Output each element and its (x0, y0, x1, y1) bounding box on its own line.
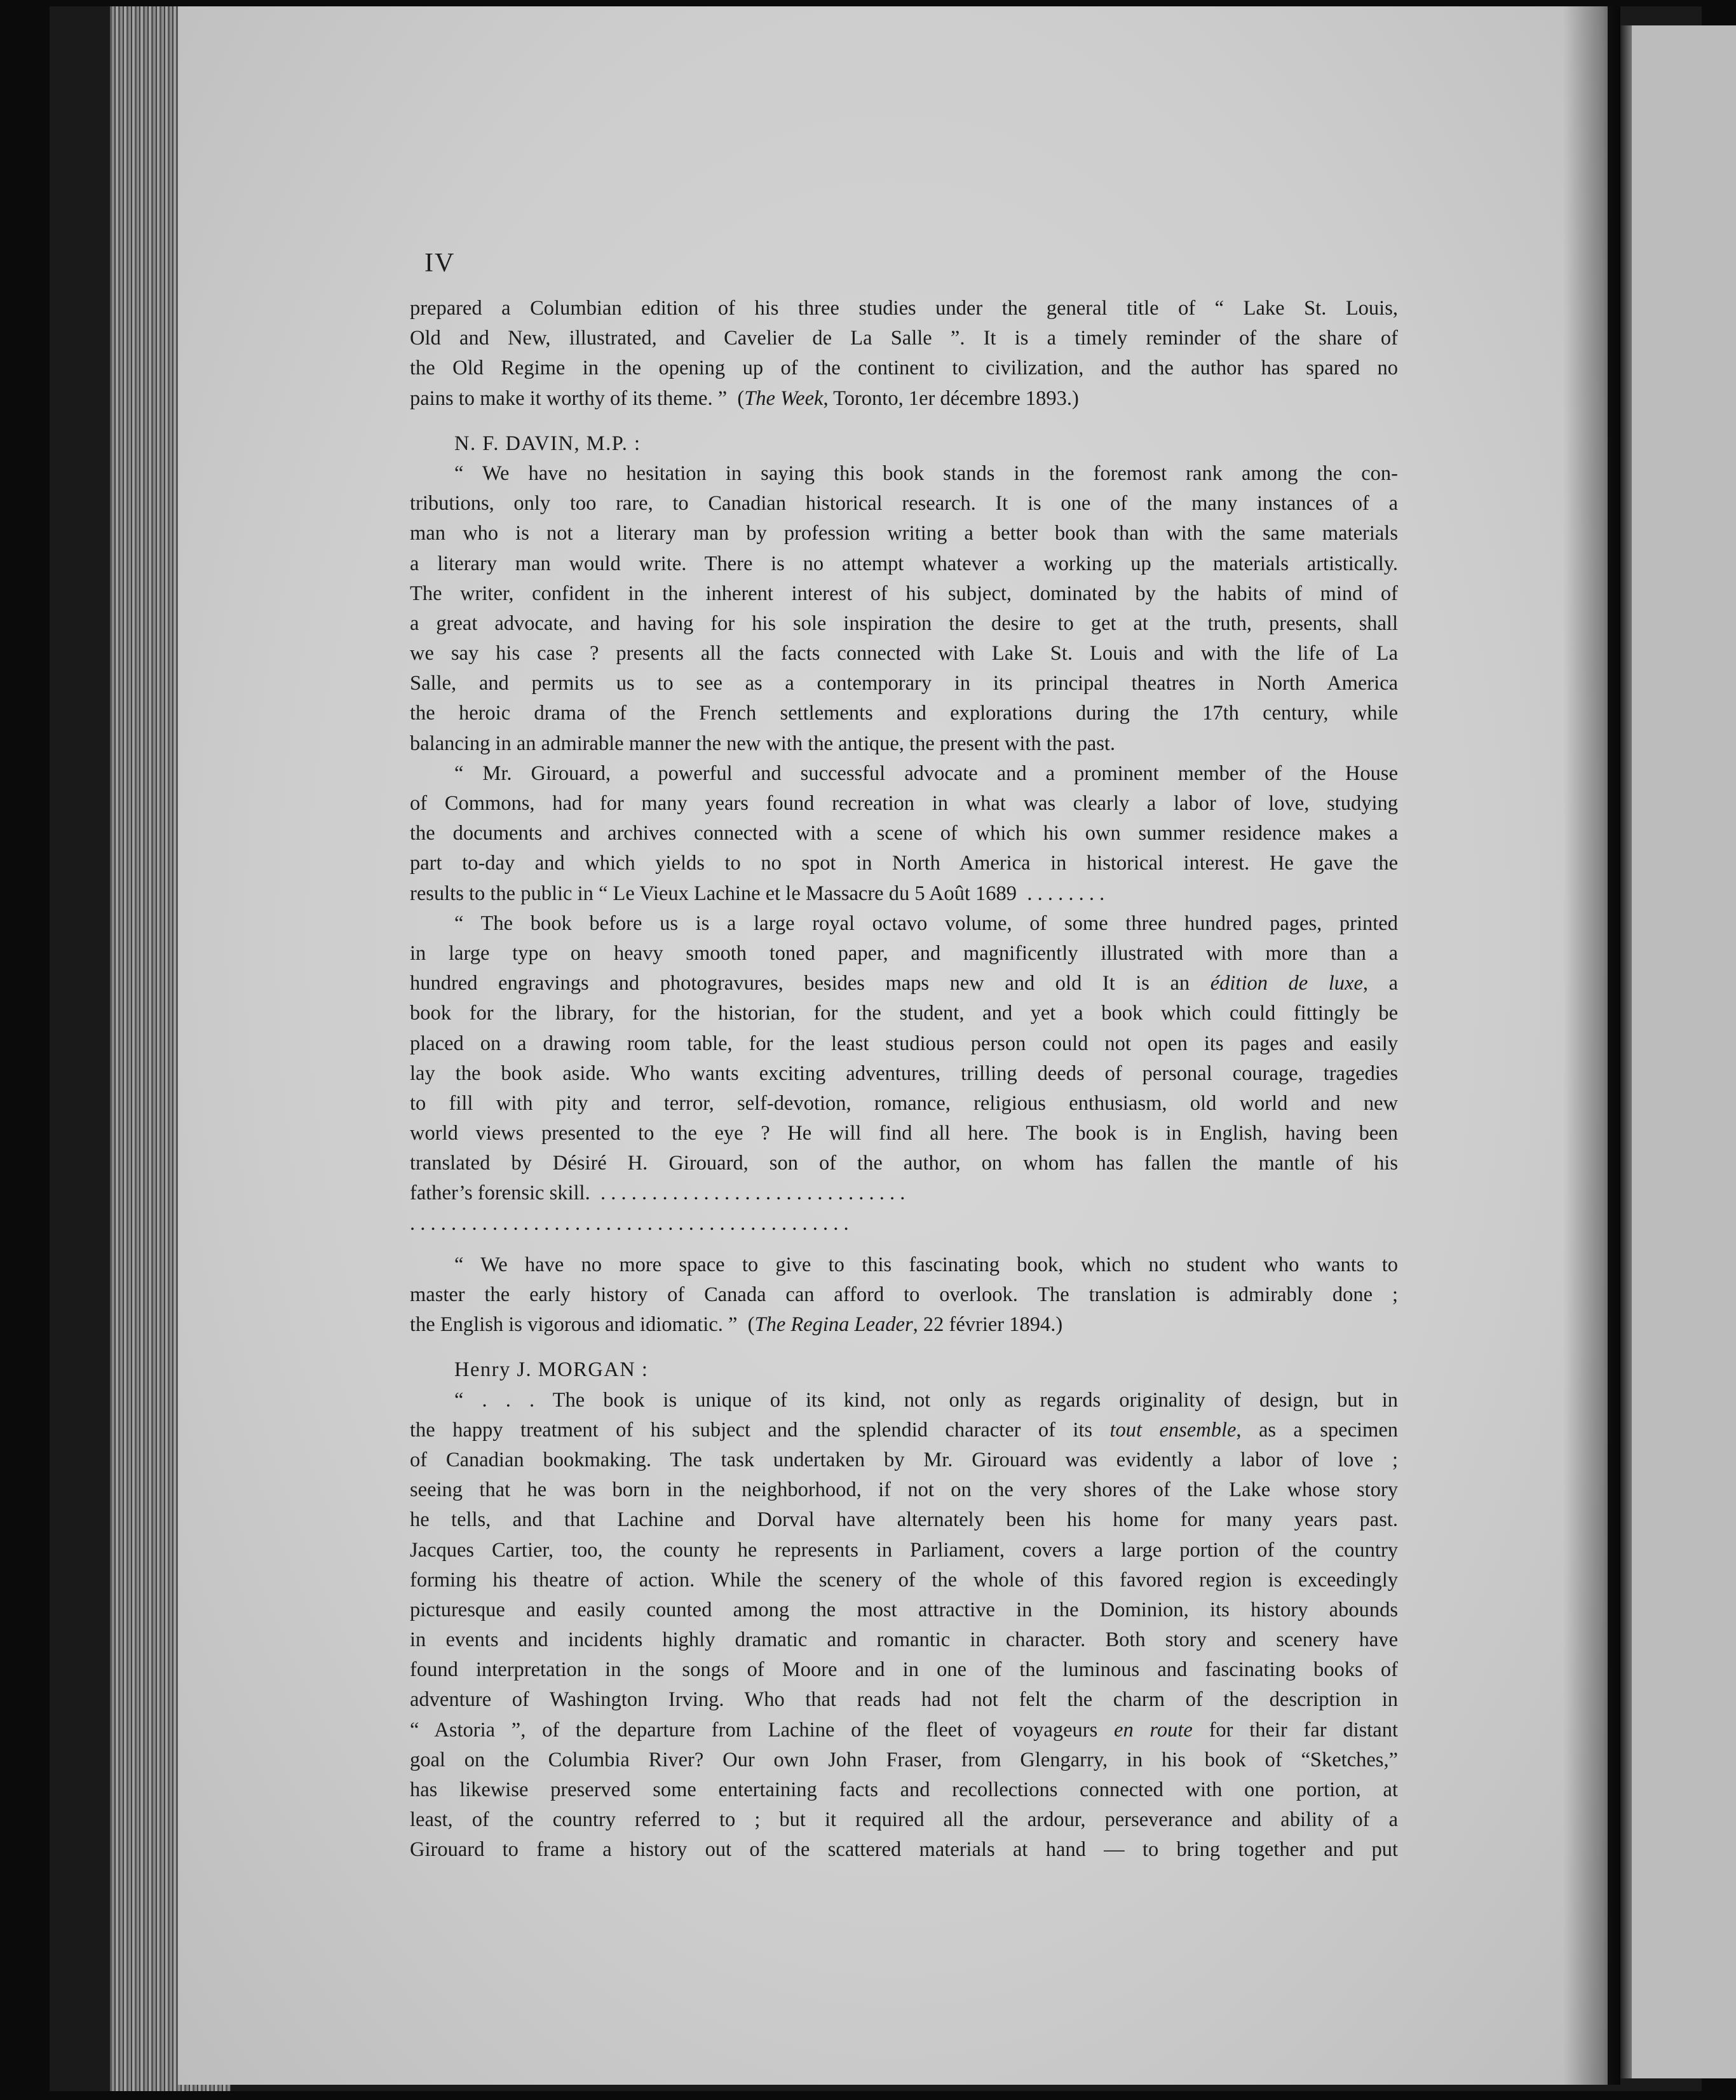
text-line: a literary man would write. There is no attempt whatever a working up the materials artistically. (410, 552, 1398, 575)
page-number: IV (424, 249, 456, 278)
text-line: “ We have no hesitation in saying this book stands in the foremost rank among the con- (454, 461, 1398, 485)
text-line: translated by Désiré H. Girouard, son of the author, on whom has fallen the mantle of his (410, 1152, 1398, 1175)
section-heading: Henry J. MORGAN : (454, 1358, 649, 1382)
text-line: he tells, and that Lachine and Dorval have alternately been his home for many years past. (410, 1508, 1398, 1532)
text-line: in large type on heavy smooth toned paper, and magnificently illustrated with more than a (410, 941, 1398, 965)
text-line: picturesque and easily counted among the most attractive in the Dominion, its history abounds (410, 1598, 1398, 1621)
text-line: of Commons, had for many years found recreation in what was clearly a labor of love, studying (410, 792, 1398, 815)
page-gutter (1563, 6, 1620, 2085)
text-line: placed on a drawing room table, for the least studious person could not open its pages and easily (410, 1032, 1398, 1055)
text-line: the happy treatment of his subject and the splendid character of its tout ensemble, as a specimen (410, 1418, 1399, 1442)
section-heading: N. F. DAVIN, M.P. : (454, 432, 641, 455)
right-page (1620, 25, 1736, 2078)
text-line: “ Astoria ”, of the departure from Lachine of the fleet of voyageurs en route for their far distant (410, 1718, 1399, 1742)
ellipsis-dots: . . . . . . . . (1027, 882, 1105, 905)
text-line: “ . . . The book is unique of its kind, not only as regards originality of design, but in (454, 1388, 1398, 1412)
text-line: of Canadian bookmaking. The task undertaken by Mr. Girouard was evidently a labor of love ; (410, 1448, 1398, 1471)
text-line: Old and New, illustrated, and Cavelier de La Salle ”. It is a timely reminder of the share of (410, 327, 1398, 350)
text-line: found interpretation in the songs of Moore and in one of the luminous and fascinating books of (410, 1658, 1398, 1682)
text-line: prepared a Columbian edition of his three studies under the general title of “ Lake St. Louis, (410, 297, 1398, 320)
text-line: we say his case ? presents all the facts connected with Lake St. Louis and with the life of La (410, 642, 1398, 665)
text-line: balancing in an admirable manner the new with the antique, the present with the past. (410, 732, 1116, 755)
source-title: The Week (744, 386, 824, 410)
source-title: The Regina Leader (754, 1313, 913, 1337)
text-line: seeing that he was born in the neighborhood, if not on the very shores of the Lake whose story (410, 1478, 1398, 1502)
text-line: in events and incidents highly dramatic and romantic in character. Both story and scenery have (410, 1628, 1398, 1652)
text-line: book for the library, for the historian, for the student, and yet a book which could fittingly be (410, 1002, 1398, 1025)
text-line: man who is not a literary man by profession writing a better book than with the same materials (410, 522, 1398, 545)
text-line: the Old Regime in the opening up of the continent to civilization, and the author has spared no (410, 357, 1398, 380)
text-line: world views presented to the eye ? He will find all here. The book is in English, having been (410, 1122, 1398, 1145)
text-line: to fill with pity and terror, self-devotion, romance, religious enthusiasm, old world and new (410, 1091, 1398, 1115)
right-page-edge (1620, 25, 1632, 2078)
ellipsis-dots: . . . . . . . . . . . . . . . . . . . . . . . . . . . . . . (600, 1182, 905, 1205)
page-text (410, 294, 1398, 1865)
text-line: “ We have no more space to give to this fascinating book, which no student who wants to (454, 1253, 1398, 1276)
text-line: hundred engravings and photogravures, besides maps new and old It is an édition de luxe, a (410, 972, 1398, 995)
text-line: tributions, only too rare, to Canadian historical research. It is one of the many instances of a (410, 492, 1398, 515)
text-line: forming his theatre of action. While the scenery of the whole of this favored region is exceedingly (410, 1568, 1398, 1592)
text-line: Jacques Cartier, too, the county he represents in Parliament, covers a large portion of the country (410, 1538, 1398, 1562)
text-line: least, of the country referred to ; but it required all the ardour, perseverance and ability of a (410, 1808, 1398, 1832)
text-line: master the early history of Canada can afford to overlook. The translation is admirably done ; (410, 1283, 1398, 1306)
text-line: pains to make it worthy of its theme. ” (The Week, Toronto, 1er décembre 1893.) (410, 386, 1079, 410)
text-line: “ The book before us is a large royal octavo volume, of some three hundred pages, printed (454, 911, 1398, 935)
text-line: Salle, and permits us to see as a contemporary in its principal theatres in North America (410, 672, 1398, 695)
text-line: lay the book aside. Who wants exciting adventures, trilling deeds of personal courage, tragedies (410, 1061, 1398, 1085)
text-line: “ Mr. Girouard, a powerful and successful advocate and a prominent member of the House (454, 761, 1398, 785)
text-line: The writer, confident in the inherent interest of his subject, dominated by the habits of mind of (410, 582, 1398, 605)
text-line: father’s forensic skill. . . . . . . . . . . . . . . . . . . . . . . . . . . . . . . (410, 1182, 905, 1205)
text-line: Girouard to frame a history out of the scattered materials at hand — to bring together and put (410, 1838, 1398, 1862)
text-line: adventure of Washington Irving. Who that reads had not felt the charm of the description in (410, 1688, 1398, 1712)
text-line: part to-day and which yields to no spot in North America in historical interest. He gave the (410, 852, 1398, 875)
text-line: results to the public in “ Le Vieux Lachine et le Massacre du 5 Août 1689 . . . . . . . . (410, 882, 1105, 905)
text-line: has likewise preserved some entertaining facts and recollections connected with one portion, at (410, 1778, 1398, 1801)
text-line: goal on the Columbia River? Our own John Fraser, from Glengarry, in his book of “Sketches,” (410, 1748, 1398, 1771)
text-line: a great advocate, and having for his sole inspiration the desire to get at the truth, presents, shall (410, 611, 1398, 635)
ellipsis-row: . . . . . . . . . . . . . . . . . . . . . . . . . . . . . . . . . . . . . . . . . . . (410, 1211, 849, 1235)
text-line: the English is vigorous and idiomatic. ” (The Regina Leader, 22 février 1894.) (410, 1313, 1063, 1337)
text-line: the heroic drama of the French settlements and explorations during the 17th century, while (410, 702, 1398, 725)
text-line: the documents and archives connected with a scene of which his own summer residence makes a (410, 822, 1398, 845)
